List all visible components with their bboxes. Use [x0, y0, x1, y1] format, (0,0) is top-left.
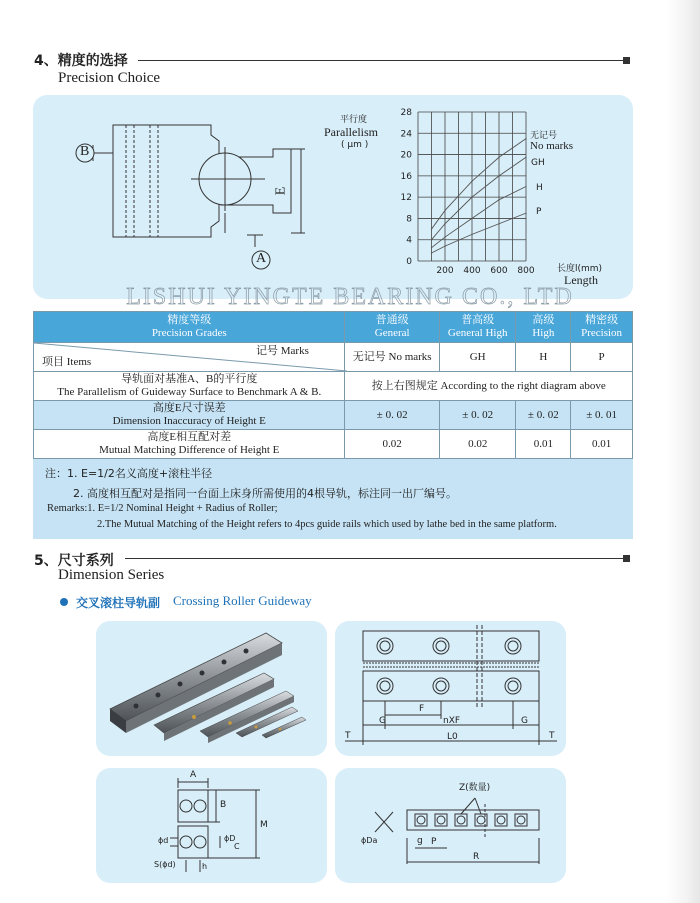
- dim-g-right: G: [521, 716, 528, 726]
- precision-panel: [33, 95, 633, 299]
- y-tick-label: 24: [400, 129, 412, 140]
- y-tick-label: 28: [400, 108, 412, 118]
- cross-section-panel: [96, 768, 327, 883]
- items-label: 项目 Items: [42, 356, 92, 368]
- chart-x-caption-cn: 长度l(mm): [557, 264, 603, 274]
- product-title-cn: 交叉滚柱导轨副: [76, 596, 161, 610]
- mutual-general: 0.02: [345, 430, 439, 459]
- dim-t-left: T: [345, 731, 351, 741]
- sec-dim-a: A: [190, 770, 197, 780]
- mark-p: P: [571, 343, 633, 372]
- parallelism-row-label: [34, 372, 345, 401]
- chart-label-gh: GH: [531, 158, 545, 168]
- dim-g-left: G: [379, 716, 386, 726]
- marks-label: 记号 Marks: [256, 345, 309, 357]
- cage-dim-z: Z(数量): [459, 783, 491, 793]
- y-tick-label: 0: [406, 257, 412, 267]
- series-line-1: [432, 157, 527, 239]
- header-general: [345, 312, 439, 343]
- dim-t-right: T: [549, 731, 555, 741]
- sec-dim-h: h: [202, 862, 208, 871]
- height-p: ± 0. 01: [571, 401, 633, 430]
- x-tick-label: 200: [436, 266, 454, 276]
- benchmark-a-label: A: [256, 251, 267, 266]
- cage-dim-r: R: [473, 852, 480, 862]
- section5-subtitle: Dimension Series: [58, 567, 165, 583]
- cage-dim-p: P: [431, 837, 437, 847]
- remark-cn-2: 2. 高度相互配对是指同一台面上床身所需使用的4根导轨，标注同一出厂编号。: [73, 487, 457, 500]
- series-point: [471, 181, 472, 182]
- remarks-box: [33, 459, 633, 539]
- section5-rule: [125, 558, 626, 559]
- header-gh-cn: 普高级: [461, 314, 495, 326]
- items-marks-cell: [34, 343, 345, 372]
- header-high-en: High: [532, 327, 555, 339]
- series-line-2: [432, 187, 527, 248]
- series-point: [525, 157, 526, 158]
- rail-cross-section-drawing: [96, 768, 327, 883]
- series-point: [525, 186, 526, 187]
- series-line-3: [432, 213, 527, 253]
- series-point: [525, 138, 526, 139]
- series-point: [498, 175, 499, 176]
- header-general-high: [439, 312, 516, 343]
- series-point: [444, 223, 445, 224]
- header-high: [516, 312, 571, 343]
- dim-f: F: [419, 704, 425, 714]
- height-gh: ± 0. 02: [439, 401, 516, 430]
- parallelism-value: 按上右图规定 According to the right diagram above: [345, 372, 633, 401]
- series-line-0: [432, 139, 527, 229]
- series-point: [471, 197, 472, 198]
- height-e-label: E: [273, 186, 289, 196]
- series-point: [431, 228, 432, 229]
- series-point: [471, 218, 472, 219]
- sec-dim-bigd: ϕD: [224, 834, 236, 843]
- chart-label-p: P: [536, 207, 542, 217]
- product-photo-panel: [96, 621, 327, 756]
- remark-en-1: Remarks:1. E=1/2 Nominal Height + Radius of Roller;: [47, 503, 278, 514]
- mark-h: H: [516, 343, 571, 372]
- header-gh-en: General High: [447, 327, 508, 339]
- parallelism-chart: [33, 95, 633, 299]
- header-grade-en: Precision Grades: [151, 327, 227, 339]
- mark-gh: GH: [439, 343, 516, 372]
- mutual-row-label: [34, 430, 345, 459]
- series-point: [525, 213, 526, 214]
- height-h: ± 0. 02: [516, 401, 571, 430]
- series-point: [498, 199, 499, 200]
- product-title-en: Crossing Roller Guideway: [173, 593, 312, 608]
- mutual-gh: 0.02: [439, 430, 516, 459]
- header-general-cn: 普通级: [375, 314, 409, 326]
- chart-label-h: H: [536, 183, 543, 193]
- y-tick-label: 12: [400, 193, 412, 204]
- section4-rule-end: [623, 57, 630, 64]
- bullet-icon: [60, 598, 68, 606]
- section5-heading: 5、尺寸系列: [34, 553, 114, 569]
- dim-l0: L0: [447, 732, 458, 742]
- height-cn: 高度E尺寸误差: [152, 402, 226, 414]
- cage-dim-da: ϕDa: [361, 836, 378, 845]
- series-point: [431, 252, 432, 253]
- mutual-h: 0.01: [516, 430, 571, 459]
- chart-x-caption-en: Length: [564, 273, 598, 287]
- parallelism-en: The Parallelism of Guideway Surface to Benchmark A & B.: [57, 386, 322, 398]
- chart-y-caption-en: Parallelism: [324, 125, 378, 139]
- section5-rule-end: [623, 555, 630, 562]
- header-prec-cn: 精密级: [585, 314, 619, 326]
- series-point: [431, 247, 432, 248]
- series-point: [431, 239, 432, 240]
- series-point: [444, 236, 445, 237]
- mutual-p: 0.01: [571, 430, 633, 459]
- sec-dim-b: B: [220, 800, 227, 810]
- series-point: [498, 157, 499, 158]
- height-general: ± 0. 02: [345, 401, 439, 430]
- remark-en-2: 2.The Mutual Matching of the Height refers to 4pcs guide rails which used by lathe bed in the same platform.: [97, 519, 557, 530]
- y-tick-label: 20: [400, 150, 412, 161]
- series-point: [444, 246, 445, 247]
- header-general-en: General: [374, 327, 410, 339]
- section4-subtitle: Precision Choice: [58, 70, 161, 86]
- length-dimension-panel: [335, 621, 566, 756]
- y-tick-label: 4: [406, 235, 412, 246]
- series-point: [471, 234, 472, 235]
- cage-dim-g: g: [417, 836, 423, 846]
- section4-heading: 4、精度的选择: [34, 53, 128, 69]
- precision-grades-table: [33, 311, 633, 459]
- header-precision: [571, 312, 633, 343]
- header-prec-en: Precision: [581, 327, 623, 339]
- series-point: [498, 223, 499, 224]
- height-en: Dimension Inaccuracy of Height E: [112, 415, 266, 427]
- series-point: [444, 210, 445, 211]
- sec-dim-m: M: [260, 820, 268, 830]
- sec-dim-s: S(ϕd): [154, 860, 176, 869]
- height-row-label: [34, 401, 345, 430]
- page-edge-shade: [666, 0, 700, 903]
- mutual-cn: 高度E相互配对差: [147, 431, 232, 443]
- chart-legend-en: No marks: [530, 140, 574, 152]
- y-tick-label: 16: [400, 171, 412, 182]
- guideway-product-illustration: [96, 621, 327, 756]
- watermark-text: LISHUI YINGTE BEARING CO., LTD: [126, 284, 574, 310]
- mutual-en: Mutual Matching Difference of Height E: [99, 444, 280, 456]
- mark-general: 无记号 No marks: [345, 343, 439, 372]
- header-high-cn: 高级: [532, 314, 555, 326]
- chart-legend-cn: 无记号: [530, 131, 558, 141]
- parallelism-cn: 导轨面对基准A、B的平行度: [121, 373, 258, 385]
- dim-nxf: nXF: [443, 716, 461, 726]
- header-grade-cn: 精度等级: [167, 314, 212, 326]
- chart-y-unit: ( μm ): [341, 140, 369, 150]
- header-grade: [34, 312, 345, 343]
- y-tick-label: 8: [406, 214, 412, 225]
- sec-dim-c: C: [234, 842, 240, 851]
- roller-cage-panel: [335, 768, 566, 883]
- x-tick-label: 600: [490, 266, 508, 276]
- remark-cn-1: 注：1. E=1/2名义高度+滚柱半径: [45, 467, 213, 480]
- section4-rule: [138, 60, 626, 61]
- sec-dim-d: ϕd: [158, 836, 169, 845]
- x-tick-label: 800: [517, 266, 535, 276]
- benchmark-b-label: B: [80, 144, 90, 159]
- roller-cage-drawing: [335, 768, 566, 883]
- x-tick-label: 400: [463, 266, 481, 276]
- chart-y-caption-cn: 平行度: [340, 115, 368, 125]
